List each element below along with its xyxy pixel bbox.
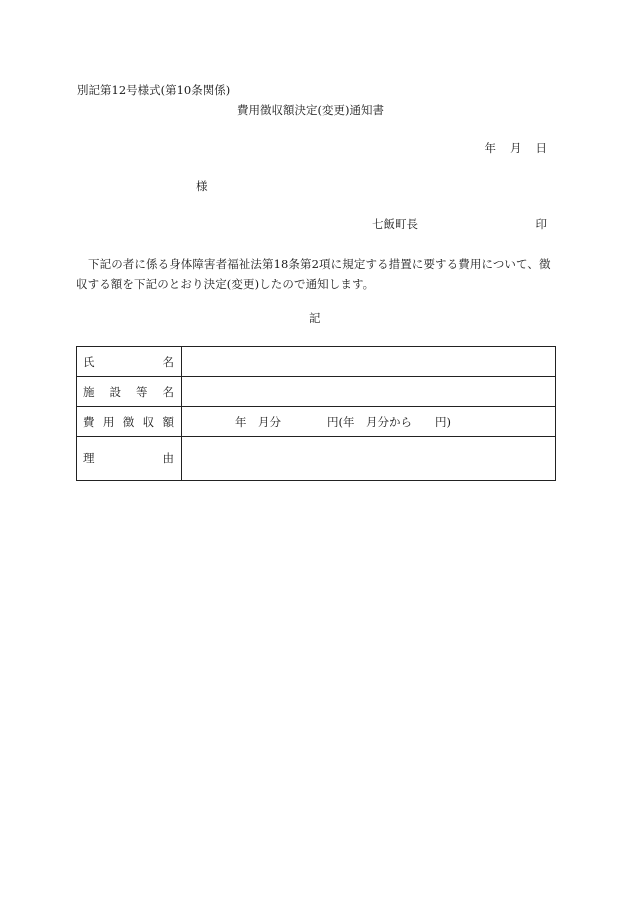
value-reason bbox=[182, 437, 556, 481]
body-paragraph: 下記の者に係る身体障害者福祉法第18条第2項に規定する措置に要する費用について、徴収する額を下記のとおり決定(変更)したので通知します。 bbox=[76, 257, 551, 291]
label-char: 収 bbox=[142, 414, 155, 429]
label-name bbox=[77, 347, 182, 377]
addressee-suffix: 様 bbox=[196, 179, 208, 193]
detail-table bbox=[76, 346, 556, 481]
label-char: 用 bbox=[102, 414, 115, 429]
label-reason bbox=[77, 437, 182, 481]
label-char: 等 bbox=[136, 384, 148, 399]
ki-heading: 記 bbox=[309, 311, 321, 325]
label-char: 名 bbox=[162, 354, 174, 369]
form-reference: 別記第12号様式(第10条関係) bbox=[77, 83, 231, 97]
table-row-facility bbox=[77, 377, 556, 407]
seal-mark: 印 bbox=[535, 217, 547, 231]
label-char: 由 bbox=[162, 451, 174, 465]
date-month: 月 bbox=[510, 141, 522, 155]
table-row-name bbox=[77, 347, 556, 377]
date-line bbox=[485, 143, 548, 155]
date-year: 年 bbox=[484, 141, 496, 155]
value-name bbox=[182, 347, 556, 377]
value-facility bbox=[182, 377, 556, 407]
value-fee bbox=[182, 407, 556, 437]
table-row-reason bbox=[77, 437, 556, 481]
label-char: 施 bbox=[83, 384, 95, 399]
label-char: 費 bbox=[83, 414, 95, 429]
label-facility bbox=[77, 377, 182, 407]
document-title: 費用徴収額決定(変更)通知書 bbox=[237, 103, 384, 117]
fee-text: 年 月分 円(年 月分から 円) bbox=[235, 414, 451, 429]
table-row-fee bbox=[77, 407, 556, 437]
label-char: 氏 bbox=[83, 354, 95, 369]
label-char: 額 bbox=[162, 414, 174, 429]
issuer-name: 七飯町長 bbox=[372, 217, 418, 231]
label-fee bbox=[77, 407, 182, 437]
label-char: 理 bbox=[83, 451, 95, 465]
label-char: 名 bbox=[162, 384, 174, 399]
label-char: 徴 bbox=[122, 414, 135, 429]
label-char: 設 bbox=[109, 384, 121, 399]
date-day: 日 bbox=[535, 141, 547, 155]
